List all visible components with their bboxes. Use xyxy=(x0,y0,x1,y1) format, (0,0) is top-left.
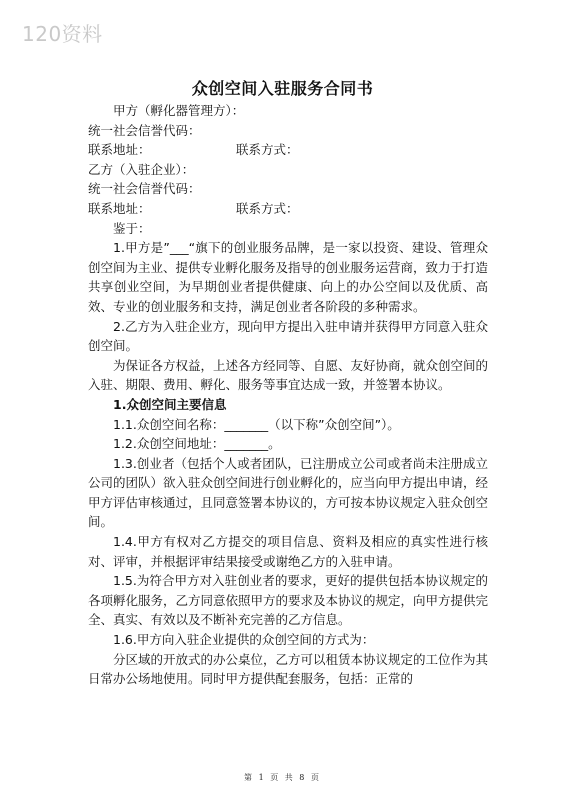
clause-1-2: 1.2.众创空间地址：_______。 xyxy=(113,436,281,452)
party-b-name-label: 乙方（入驻企业）： xyxy=(88,161,195,177)
document-title: 众创空间入驻服务合同书 xyxy=(191,79,374,98)
party-b-code-label: 统一社会信誉代码： xyxy=(88,181,201,197)
page-number-footer: 第 1 页 共 8 页 xyxy=(244,773,321,782)
paragraph-1: 1.甲方是”___“旗下的创业服务品牌，是一家以投资、建设、管理众创空间为主业、提供专业孵化服务及指导的创业服务运营商，致力于打造共享创业空间，为早期创业者提供健康、向上的办公空间以及优质、高效、专业的创业服务和支持，满足创业者各阶段的多种需求。 xyxy=(88,240,489,314)
clause-1-6-detail: 分区域的开放式的办公桌位，乙方可以租赁本协议规定的工位作为其日常办公场地使用。同时甲方提供配套服务，包括：正常的 xyxy=(88,651,489,687)
party-a-address-line xyxy=(88,140,488,160)
party-a-code-label: 统一社会信誉代码： xyxy=(88,122,201,138)
clause-1-6: 1.6.甲方向入驻企业提供的众创空间的方式为： xyxy=(113,632,375,648)
clause-1-4: 1.4.甲方有权对乙方提交的项目信息、资料及相应的真实性进行核对、评审，并根据评审结果接受或谢绝乙方的入驻申请。 xyxy=(88,534,488,569)
party-a-name-line xyxy=(88,101,488,121)
clause-1-3: 1.3.创业者（包括个人或者团队，已注册成立公司或者尚未注册成立公司的团队）欲入驻众创空间进行创业孵化的，应当向甲方提出申请，经甲方评估审核通过，且同意签署本协议的，方可按本协议规定入驻众创空间。 xyxy=(88,455,489,530)
party-b-address-line xyxy=(88,199,488,219)
party-b-name-line xyxy=(88,160,488,180)
party-a-contact-label: 联系方式： xyxy=(236,142,299,158)
paragraph-3: 为保证各方权益，上述各方经同等、自愿、友好协商，就众创空间的入驻、期限、费用、孵化、服务等事宜达成一致，并签署本协议。 xyxy=(88,357,489,393)
whereas-line xyxy=(88,219,488,239)
section-1-heading: 1.众创空间主要信息 xyxy=(113,396,227,412)
party-b-code-line xyxy=(88,179,488,199)
party-a-code-line xyxy=(88,121,488,141)
clause-1-5: 1.5.为符合甲方对入驻创业者的要求，更好的提供包括本协议规定的各项孵化服务，乙方同意依照甲方的要求及本协议的规定，向甲方提供完全、真实、有效以及不断补充完善的乙方信息。 xyxy=(88,573,489,628)
party-b-address-label: 联系地址： xyxy=(88,200,151,216)
party-b-contact-label: 联系方式： xyxy=(236,200,299,216)
watermark: 120资料 xyxy=(22,22,103,46)
paragraph-2: 2.乙方为入驻企业方，现向甲方提出入驻申请并获得甲方同意入驻众创空间。 xyxy=(88,318,488,354)
party-a-name-label: 甲方（孵化器管理方）： xyxy=(113,103,245,118)
clause-1-1: 1.1.众创空间名称：_______（以下称”众创空间”）。 xyxy=(113,416,400,432)
party-a-address-label: 联系地址： xyxy=(88,142,151,158)
whereas-label: 鉴于： xyxy=(113,220,151,236)
document-body xyxy=(88,101,488,689)
